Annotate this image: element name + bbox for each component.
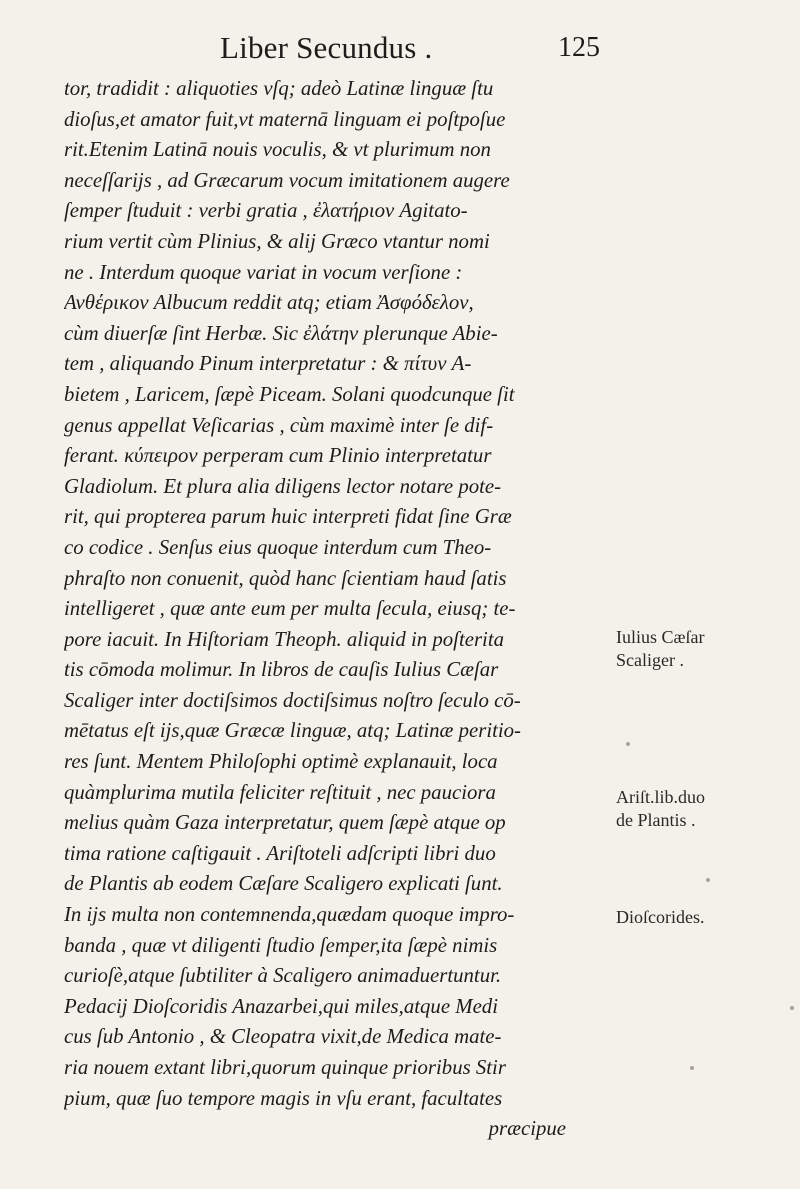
margin-note-line: Iulius Cæſar <box>616 627 705 647</box>
text-line: co codice . Senſus eius quoque interdum cum Theo- <box>64 535 492 559</box>
running-title: Liber Secundus . <box>220 30 433 65</box>
text-line: Pedacij Dioſcoridis Anazarbei,qui miles,atque Medi <box>64 994 498 1018</box>
margin-note-dioscorides <box>616 906 796 929</box>
text-line: neceſſarijs , ad Græcarum vocum imitationem augere <box>64 168 510 192</box>
margin-note-aristotle <box>616 786 796 832</box>
text-line: intelligeret , quæ ante eum per multa ſecula, eiusq; te- <box>64 597 516 621</box>
text-line: cus ſub Antonio , & Cleopatra vixit,de Medica mate- <box>64 1025 502 1049</box>
ink-speck <box>690 1066 694 1070</box>
text-line: pium, quæ ſuo tempore magis in vſu erant, facultates <box>64 1086 503 1110</box>
margin-note-line: Dioſcorides. <box>616 907 705 927</box>
text-line: ſemper ſtuduit : verbi gratia , ἐλατήριον Agitato- <box>64 199 468 223</box>
text-line: melius quàm Gaza interpretatur, quem ſæpè atque op <box>64 811 506 835</box>
text-line: rit.Etenim Latinā nouis voculis, & vt plurimum non <box>64 138 491 162</box>
body-text <box>64 74 610 1145</box>
running-head <box>220 30 600 70</box>
ink-speck <box>626 742 630 746</box>
text-line: rit, qui propterea parum huic interpreti fidat ſine Græ <box>64 505 512 529</box>
text-line: mētatus eſt ijs,quæ Græcæ linguæ, atq; Latinæ peritio- <box>64 719 521 743</box>
text-line: Scaliger inter doctiſsimos doctiſsimus noſtro ſeculo cō- <box>64 688 521 712</box>
margin-note-line: Scaliger . <box>616 650 684 670</box>
ink-speck <box>790 1006 794 1010</box>
text-line: pore iacuit. In Hiſtoriam Theoph. aliquid in poſterita <box>64 627 504 651</box>
text-line: tima ratione caſtigauit . Ariſtoteli adſcripti libri duo <box>64 841 496 865</box>
ink-speck <box>706 878 710 882</box>
margin-note-line: Ariſt.lib.duo <box>616 787 705 807</box>
text-line: tis cōmoda molimur. In libros de cauſis Iulius Cæſar <box>64 658 499 682</box>
text-line: banda , quæ vt diligenti ſtudio ſemper,ita ſæpè nimis <box>64 933 498 957</box>
text-line: genus appellat Veſicarias , cùm maximè inter ſe dif- <box>64 413 494 437</box>
text-line: tem , aliquando Pinum interpretatur : & πίτυν A- <box>64 352 472 376</box>
text-line: bietem , Laricem, ſæpè Piceam. Solani quodcunque ſit <box>64 382 515 406</box>
text-line: ferant. κύπειρον perperam cum Plinio interpretatur <box>64 444 492 468</box>
text-line: rium vertit cùm Plinius, & alij Græco vtantur nomi <box>64 229 490 253</box>
text-line: ria nouem extant libri,quorum quinque prioribus Stir <box>64 1056 506 1079</box>
text-line: dioſus,et amator fuit,vt maternā linguam ei poſtpoſue <box>64 107 506 131</box>
text-line: quàmplurima mutila feliciter reſtituit , nec pauciora <box>64 780 496 804</box>
text-line: curioſè,atque ſubtiliter à Scaligero animaduertuntur. <box>64 964 502 988</box>
text-line: In ijs multa non contemnenda,quædam quoque impro- <box>64 903 515 927</box>
text-line: de Plantis ab eodem Cæſare Scaligero explicati ſunt. <box>64 872 503 896</box>
text-line: res ſunt. Mentem Philoſophi optimè explanauit, loca <box>64 750 498 774</box>
text-line: Gladiolum. Et plura alia diligens lector notare pote- <box>64 474 502 498</box>
text-line: cùm diuerſæ ſint Herbæ. Sic ἐλάτην plerunque Abie- <box>64 321 498 345</box>
text-line: tor, tradidit : aliquoties vſq; adeò Latinæ linguæ ſtu <box>64 77 494 100</box>
text-line: ne . Interdum quoque variat in vocum verſione : <box>64 260 463 284</box>
margin-note-scaliger <box>616 626 796 672</box>
margin-note-line: de Plantis . <box>616 810 696 830</box>
text-line: Ανθέρικον Albucum reddit atq; etiam Ἀσφόδελον, <box>64 291 474 315</box>
text-line: phraſto non conuenit, quòd hanc ſcientiam haud ſatis <box>64 566 507 590</box>
catchword: præcipue <box>488 1117 566 1141</box>
page-number: 125 <box>558 32 600 63</box>
